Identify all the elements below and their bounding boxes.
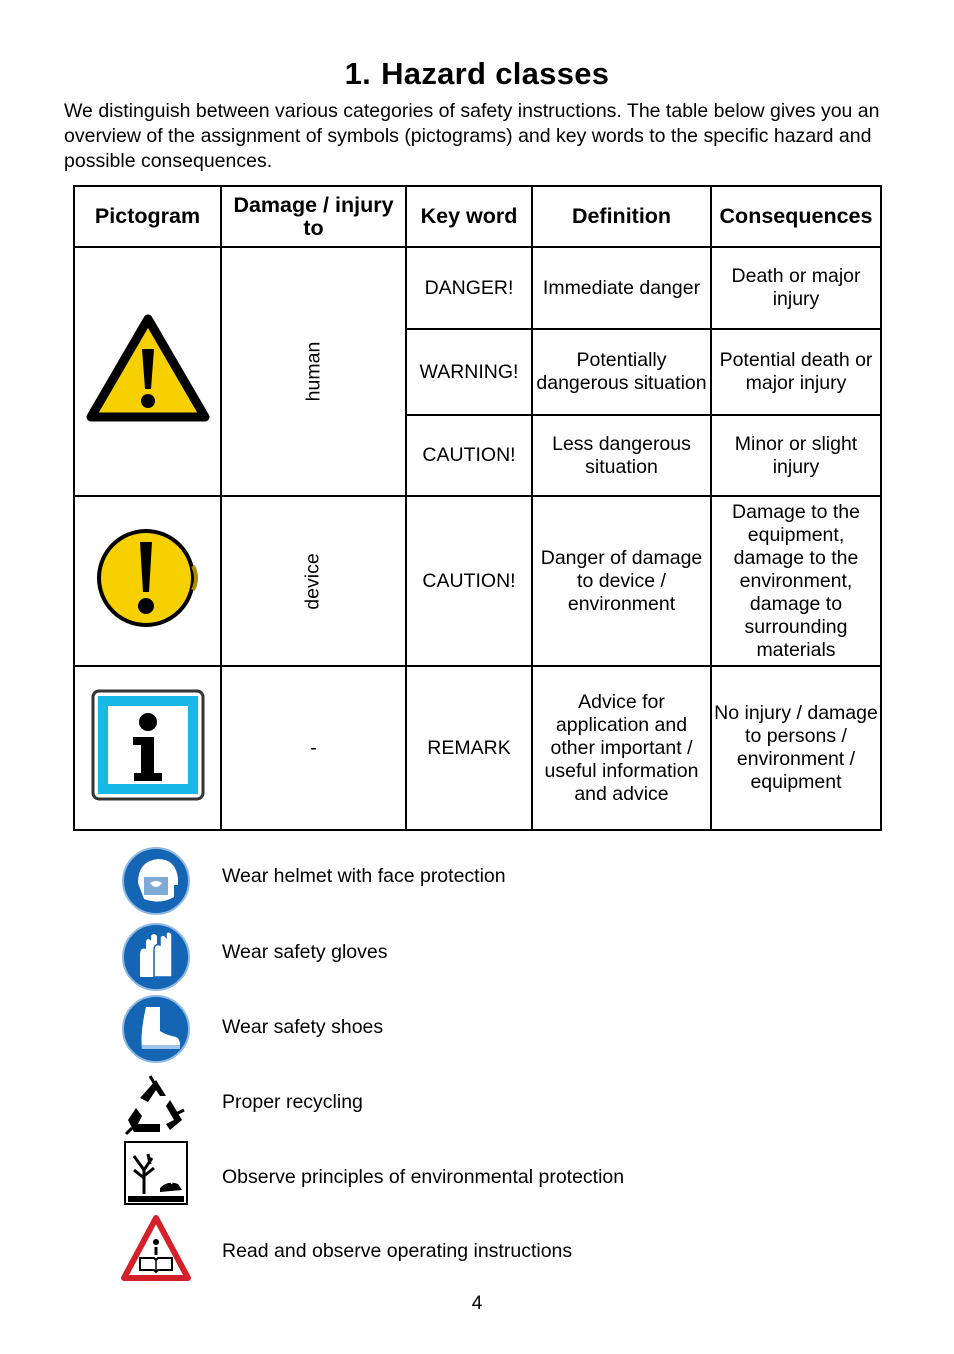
section-title: Hazard classes <box>381 56 610 91</box>
header-keyword: Key word <box>406 186 532 247</box>
damage-cell: - <box>221 666 406 830</box>
damage-label: device <box>302 552 324 610</box>
header-consequences: Consequences <box>711 186 881 247</box>
header-definition: Definition <box>532 186 711 247</box>
safety-shoes-icon <box>120 993 192 1065</box>
page-number: 4 <box>471 1293 483 1314</box>
pictogram-label: Read and observe operating instructions <box>222 1240 573 1262</box>
definition-cell: Potentially dangerous situation <box>532 329 711 415</box>
list-item <box>0 843 954 913</box>
read-manual-icon <box>120 1214 192 1286</box>
section-number: 1. <box>344 56 372 91</box>
consequence-cell: Potential death or major injury <box>711 329 881 415</box>
exclamation-circle-icon <box>93 526 203 630</box>
list-item <box>0 1140 954 1210</box>
environment-hazard-icon <box>120 1140 192 1212</box>
damage-label: human <box>302 341 324 402</box>
consequence-cell: No injury / damage to persons / environment / equipment <box>711 666 881 830</box>
hazard-table <box>73 185 882 831</box>
table-row <box>74 666 881 830</box>
table-row <box>74 496 881 666</box>
header-damage: Damage / injury to <box>221 186 406 247</box>
header-pictogram: Pictogram <box>74 186 221 247</box>
pictogram-cell <box>74 666 221 830</box>
damage-cell <box>221 247 406 496</box>
keyword-cell: CAUTION! <box>406 496 532 666</box>
page-title <box>0 56 954 92</box>
definition-cell: Less dangerous situation <box>532 415 711 496</box>
recycling-icon <box>120 1070 192 1142</box>
info-icon <box>91 689 205 801</box>
list-item <box>0 993 954 1063</box>
definition-cell: Advice for application and other important / useful information and advice <box>532 666 711 830</box>
damage-cell <box>221 496 406 666</box>
pictogram-label: Wear helmet with face protection <box>222 865 506 887</box>
intro-paragraph: We distinguish between various categories of safety instructions. The table below gives you an overview of the assignment of symbols (pictograms) and key words to the specific hazard and possible consequences. <box>64 100 880 172</box>
keyword-cell: WARNING! <box>406 329 532 415</box>
definition-cell: Danger of damage to device / environment <box>532 496 711 666</box>
consequence-cell: Damage to the equipment, damage to the environment, damage to surrounding materials <box>711 496 881 666</box>
safety-gloves-icon <box>120 921 192 993</box>
table-row <box>74 247 881 329</box>
keyword-cell: REMARK <box>406 666 532 830</box>
consequence-cell: Minor or slight injury <box>711 415 881 496</box>
list-item <box>0 1068 954 1138</box>
pictogram-label: Proper recycling <box>222 1091 363 1113</box>
list-item <box>0 1212 954 1282</box>
pictogram-cell <box>74 247 221 496</box>
keyword-cell: CAUTION! <box>406 415 532 496</box>
helmet-face-protection-icon <box>120 845 192 917</box>
consequence-cell: Death or major injury <box>711 247 881 329</box>
pictogram-label: Observe principles of environmental protection <box>222 1166 625 1188</box>
definition-cell: Immediate danger <box>532 247 711 329</box>
pictogram-label: Wear safety shoes <box>222 1016 384 1038</box>
warning-triangle-icon <box>85 313 211 425</box>
header-row <box>74 186 881 247</box>
pictogram-label: Wear safety gloves <box>222 941 388 963</box>
pictogram-cell <box>74 496 221 666</box>
list-item <box>0 919 954 989</box>
keyword-cell: DANGER! <box>406 247 532 329</box>
